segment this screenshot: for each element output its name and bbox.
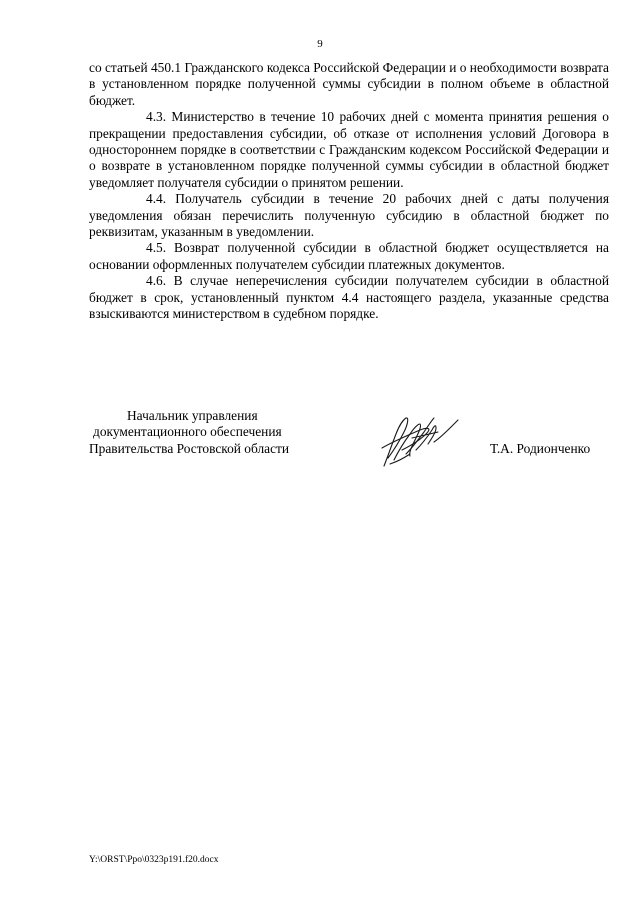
paragraph-continuation: со статьей 450.1 Гражданского кодекса Российской Федерации и о необходимости возврата в установленном порядке полученной суммы субсидии в полном объеме в областной бюджет. [89, 60, 609, 108]
paragraph-4-5: 4.5. Возврат полученной субсидии в областной бюджет осуществляется на основании оформленных получателем субсидии платежных документов. [89, 240, 609, 272]
paragraph-4-4: 4.4. Получатель субсидии в течение 20 рабочих дней с даты получения уведомления обязан перечислить полученную субсидию в областной бюджет по реквизитам, указанным в уведомлении. [89, 191, 609, 240]
page-number: 9 [317, 38, 323, 50]
position-line-3: Правительства Ростовской области [89, 440, 290, 456]
handwritten-signature [376, 408, 460, 472]
signatory-position [89, 408, 289, 457]
footer-file-path: Y:\ORST\Ppo\0323p191.f20.docx [89, 855, 219, 865]
position-line-2: документационного обеспечения [93, 424, 282, 440]
document-body [89, 60, 609, 323]
position-line-1: Начальник управления [127, 408, 258, 423]
paragraph-4-6: 4.6. В случае неперечисления субсидии получателем субсидии в областной бюджет в срок, установленный пунктом 4.4 настоящего раздела, указанные средства взыскиваются министерством в судебном порядке. [89, 273, 609, 322]
paragraph-4-3: 4.3. Министерство в течение 10 рабочих дней с момента принятия решения о прекращении предоставления субсидии, об отказе от исполнения условий Договора в одностороннем порядке в соответствии с Гражданским кодексом Российской Федерации и о возврате в установленном порядке полученной суммы субсидии в областной бюджет уведомляет получателя субсидии о принятом решении. [89, 109, 609, 190]
signer-name: Т.А. Родионченко [490, 441, 591, 456]
